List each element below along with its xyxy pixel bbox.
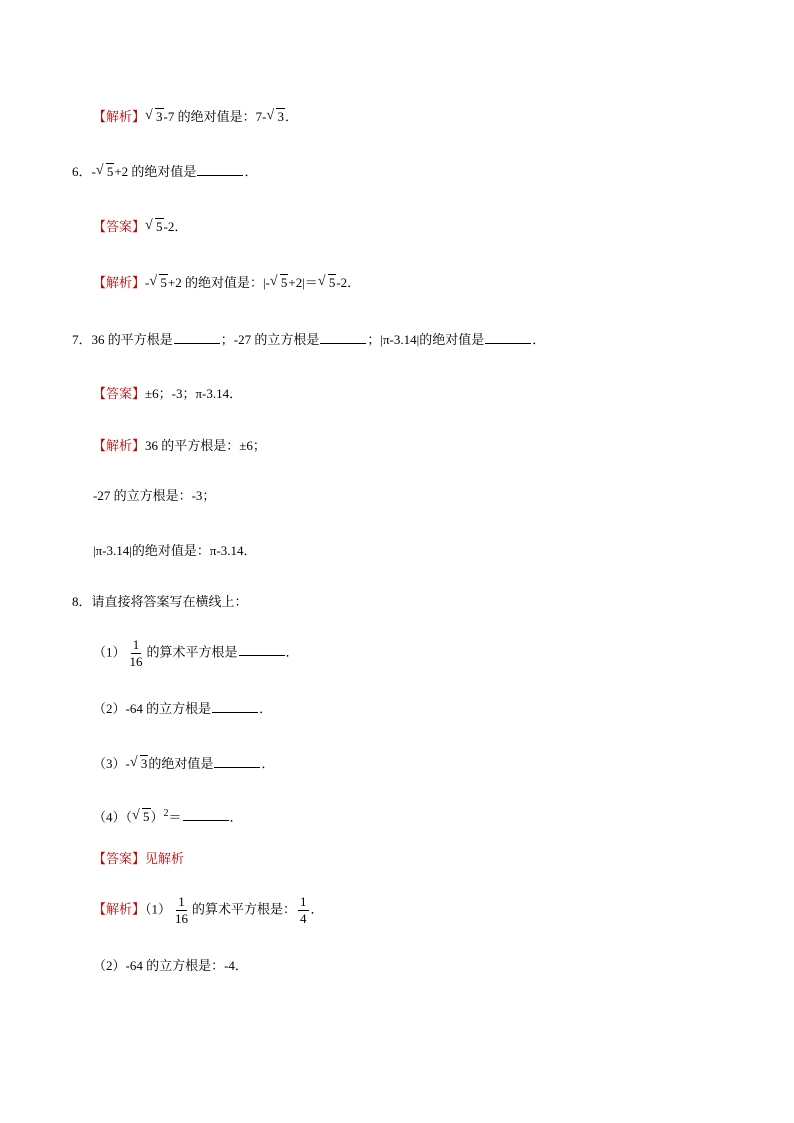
question-6: 6．-√ 5+2 的绝对值是 ． xyxy=(72,163,257,181)
question-8-part-3: （3）-√ 3的绝对值是 ． xyxy=(93,755,274,773)
question-7: 7．36 的平方根是 ；-27 的立方根是 ；|π-3.14|的绝对值是 ． xyxy=(72,332,546,347)
answer-blank xyxy=(197,163,243,176)
sqrt-symbol: √ 3 xyxy=(131,755,149,773)
analysis-line-5: 【解析】√ 3-7 的绝对值是：7-√ 3． xyxy=(93,108,298,126)
question-8-part-4: （4）（√ 5）$^2$＝ ． xyxy=(93,805,243,826)
answer-8: 【答案】见解析 xyxy=(93,851,185,866)
sqrt-symbol: √ 5 xyxy=(319,274,337,292)
sqrt-symbol: √ 5 xyxy=(146,218,164,236)
analysis-6: 【解析】-√ 5+2 的绝对值是：|-√ 5+2|＝√ 5-2． xyxy=(93,274,360,292)
sqrt-symbol: √ 3 xyxy=(267,108,285,126)
answer-blank xyxy=(174,331,220,344)
sqrt-symbol: √ 5 xyxy=(97,163,115,181)
answer-blank xyxy=(320,331,366,344)
answer-blank xyxy=(485,331,531,344)
answer-7: 【答案】±6；-3；π-3.14． xyxy=(93,386,243,401)
answer-tag: 【答案】 xyxy=(93,386,146,401)
answer-6: 【答案】√ 5-2． xyxy=(93,218,187,236)
answer-tag: 【答案】 xyxy=(93,219,146,234)
fraction: $\frac{1}{16}$ xyxy=(129,637,143,669)
fraction: $\frac{1}{16}$ xyxy=(175,894,189,926)
exponent: 2 xyxy=(163,808,169,819)
answer-blank xyxy=(183,808,229,821)
analysis-7-cube-root: -27 的立方根是：-3； xyxy=(93,488,216,503)
analysis-tag: 【解析】 xyxy=(93,275,146,290)
question-8: 8．请直接将答案写在横线上： xyxy=(72,594,248,609)
sqrt-symbol: √ 5 xyxy=(271,274,289,292)
question-8-part-2: （2）-64 的立方根是 ． xyxy=(93,701,273,716)
analysis-tag: 【解析】 xyxy=(93,438,146,453)
analysis-7: 【解析】36 的平方根是：±6； xyxy=(93,438,266,453)
answer-blank xyxy=(214,755,260,768)
analysis-8-part-1: 【解析】（1） $\frac{1}{16}$ 的算术平方根是： $\frac{1}{4}$ ． xyxy=(93,894,324,926)
analysis-8-part-2: （2）-64 的立方根是：-4． xyxy=(93,958,248,973)
sqrt-symbol: √ 5 xyxy=(133,808,151,826)
sqrt-symbol: √ 3 xyxy=(146,108,164,126)
answer-blank xyxy=(239,643,285,656)
answer-blank xyxy=(212,700,258,713)
analysis-tag: 【解析】 xyxy=(93,109,146,124)
question-8-part-1: （1） $\frac{1}{16}$ 的算术平方根是 ． xyxy=(93,637,299,669)
answer-tag: 【答案】 xyxy=(93,851,146,866)
sqrt-symbol: √ 5 xyxy=(150,274,168,292)
analysis-tag: 【解析】 xyxy=(93,901,146,917)
analysis-7-abs: |π-3.14|的绝对值是：π-3.14． xyxy=(93,543,257,558)
fraction-result: $\frac{1}{4}$ xyxy=(300,894,307,926)
